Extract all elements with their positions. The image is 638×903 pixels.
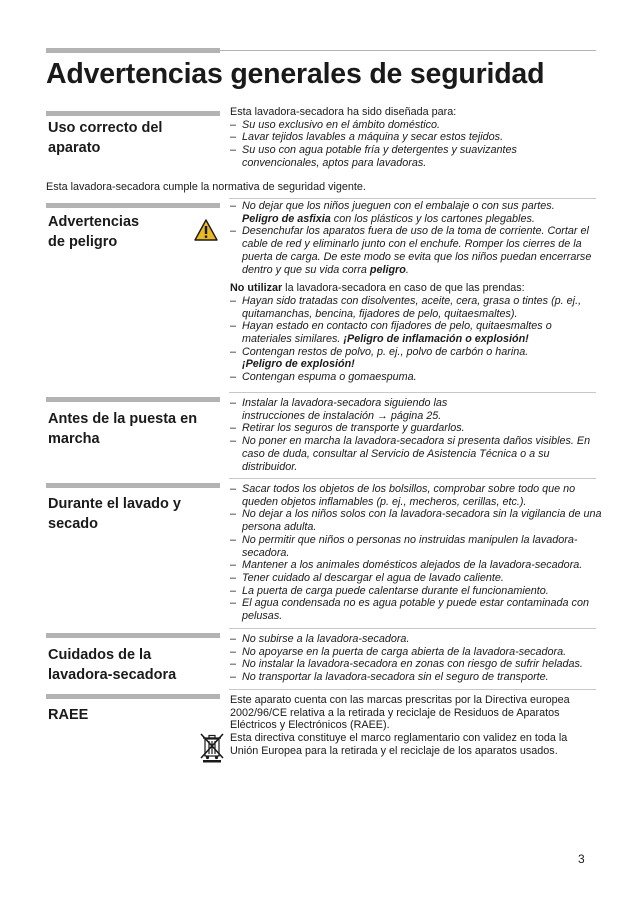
warning-icon: [194, 219, 218, 241]
list-item: – Su uso con agua potable fría y detergentes y suavizantes convencionales, aptos para lavadoras.: [230, 144, 530, 169]
section-heading-uso: Uso correcto del aparato: [48, 120, 163, 156]
section-bar: [46, 111, 220, 116]
list-item: – Su uso exclusivo en el ámbito doméstico.: [230, 119, 530, 132]
section-bar: [46, 694, 220, 699]
compliance-note: Esta lavadora-secadora cumple la normativa de seguridad vigente.: [46, 181, 366, 193]
section-rule: [229, 198, 596, 199]
list-item: – Contengan espuma o gomaespuma.: [230, 371, 602, 384]
list-item: – Tener cuidado al descargar el agua de lavado caliente.: [230, 572, 602, 585]
list-item: – La puerta de carga puede calentarse durante el funcionamiento.: [230, 585, 602, 598]
list-item: – No dejar a los niños solos con la lavadora-secadora sin la vigilancia de una persona adulta.: [230, 508, 602, 533]
section-body-puesta: [230, 397, 602, 473]
page-title: Advertencias generales de seguridad: [46, 58, 545, 90]
list-item: – No permitir que niños o personas no instruidas manipulen la lavadora-secadora.: [230, 534, 602, 559]
section-body-peligro: [230, 200, 602, 384]
list-item: – Lavar tejidos lavables a máquina y secar estos tejidos.: [230, 131, 530, 144]
section-bar: [46, 633, 220, 638]
section-body-raee: [230, 694, 590, 758]
weee-bin-icon: [200, 733, 224, 763]
section-rule: [229, 392, 596, 393]
raee-paragraph: Esta directiva constituye el marco reglamentario con validez en toda la Unión Europea para la retirada y el reciclaje de los aparatos usados.: [230, 732, 568, 757]
section-bar: [46, 483, 220, 488]
page-number: 3: [578, 852, 585, 866]
raee-paragraph: Este aparato cuenta con las marcas prescritas por la Directiva europea 2002/96/CE relativa a la retirada y reciclaje de Residuos de Aparatos Eléctricos y Electrónicos (RAEE).: [230, 694, 570, 732]
section-body-cuidados: [230, 633, 602, 684]
section-body-uso: [230, 106, 602, 170]
list-item: – Instalar la lavadora-secadora siguiendo las instrucciones de instalación → página 25.: [230, 397, 467, 422]
intro-text: Esta lavadora-secadora ha sido diseñada para:: [230, 106, 457, 118]
title-rule: [220, 50, 596, 51]
no-utilizar-intro: No utilizar la lavadora-secadora en caso de que las prendas:: [230, 282, 525, 295]
list-item: – Desenchufar los aparatos fuera de uso de la toma de corriente. Cortar el cable de red y eliminarlo junto con el enchufe. Romper los cierres de la puerta de carga. De este modo se evita que los niños puedan encerrarse dentro y que su vida corra peligro.: [230, 225, 602, 276]
list-item: – Hayan sido tratadas con disolventes, aceite, cera, grasa o tintes (p. ej., quitamanchas, bencina, fijadores de pelo, quitaesmaltes).: [230, 295, 602, 320]
list-item: – No dejar que los niños jueguen con el embalaje o con sus partes. Peligro de asfixia con los plásticos y los cartones plegables.: [230, 200, 602, 225]
list-item: – Contengan restos de polvo, p. ej., polvo de carbón o harina. ¡Peligro de explosión!: [230, 346, 602, 371]
section-body-lavado: [230, 483, 602, 623]
list-item: – No instalar la lavadora-secadora en zonas con riesgo de sufrir heladas.: [230, 658, 602, 671]
section-rule: [229, 478, 596, 479]
list-item: – No apoyarse en la puerta de carga abierta de la lavadora-secadora.: [230, 646, 602, 659]
section-bar: [46, 397, 220, 402]
section-rule: [229, 628, 596, 629]
list-item: – No transportar la lavadora-secadora sin el seguro de transporte.: [230, 671, 602, 684]
list-item: – Sacar todos los objetos de los bolsillos, comprobar sobre todo que no queden objetos inflamables (p. ej., mecheros, cerillas, etc.).: [230, 483, 602, 508]
list-item: – No subirse a la lavadora-secadora.: [230, 633, 602, 646]
list-item: – Retirar los seguros de transporte y guardarlos.: [230, 422, 602, 435]
list-item: – No poner en marcha la lavadora-secadora si presenta daños visibles. En caso de duda, consultar al Servicio de Asistencia Técnica o a su distribuidor.: [230, 435, 602, 473]
title-bar: [46, 48, 220, 53]
section-rule: [229, 689, 596, 690]
section-heading-lavado: Durante el lavado y secado: [48, 496, 181, 532]
section-heading-puesta: Antes de la puesta en marcha: [48, 411, 198, 447]
section-heading-cuidados: Cuidados de la lavadora-secadora: [48, 647, 177, 683]
list-item: – El agua condensada no es agua potable y puede estar contaminada con pelusas.: [230, 597, 602, 622]
section-heading-peligro: Advertencias de peligro: [48, 214, 140, 250]
section-heading-raee: RAEE: [48, 707, 89, 723]
list-item: – Hayan estado en contacto con fijadores de pelo, quitaesmaltes o materiales similares. ¡Peligro de inflamación o explosión!: [230, 320, 602, 345]
section-bar: [46, 203, 220, 208]
list-item: – Mantener a los animales domésticos alejados de la lavadora-secadora.: [230, 559, 602, 572]
